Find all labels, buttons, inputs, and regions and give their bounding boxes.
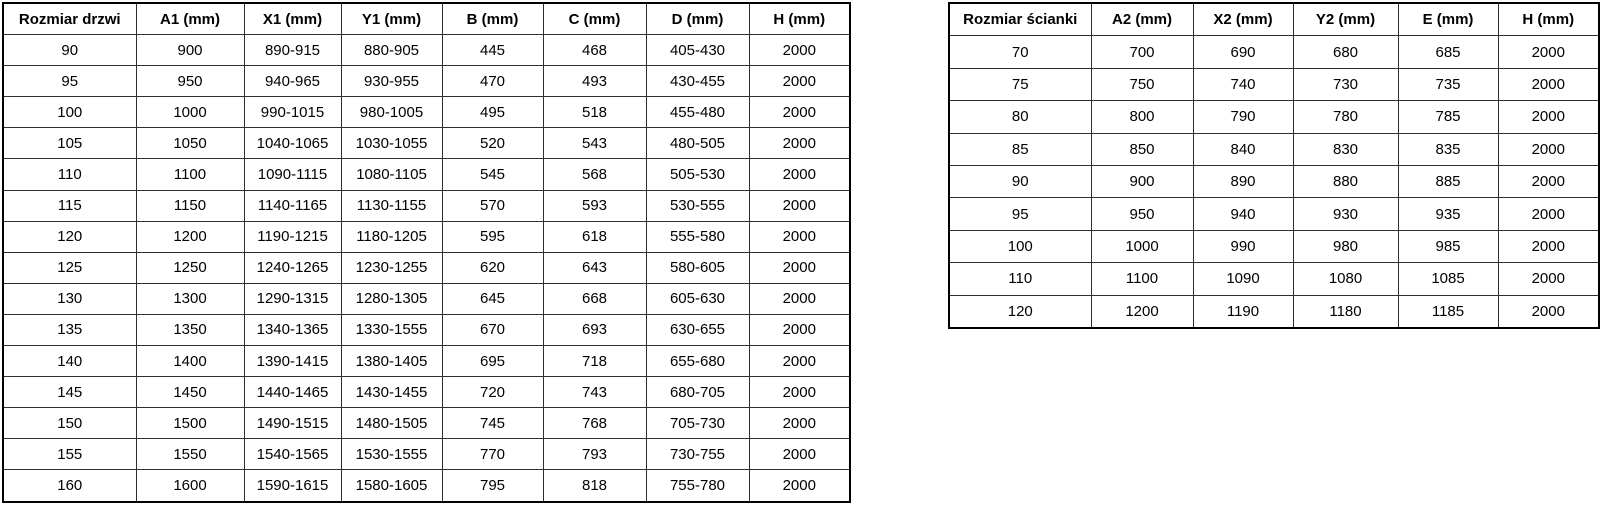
cell: 1600	[136, 470, 244, 502]
cell: 2000	[1498, 165, 1599, 197]
cell: 1280-1305	[341, 283, 442, 314]
cell: 520	[442, 128, 543, 159]
cell: 643	[543, 252, 646, 283]
cell: 145	[3, 377, 136, 408]
column-header: X1 (mm)	[244, 3, 341, 35]
cell: 840	[1193, 133, 1293, 165]
cell: 2000	[1498, 133, 1599, 165]
cell: 480-505	[646, 128, 749, 159]
cell: 545	[442, 159, 543, 190]
cell: 120	[3, 221, 136, 252]
column-header: Rozmiar drzwi	[3, 3, 136, 35]
cell: 1085	[1398, 263, 1498, 295]
column-header: D (mm)	[646, 3, 749, 35]
table-row	[3, 66, 850, 97]
column-header: E (mm)	[1398, 3, 1498, 36]
cell: 110	[949, 263, 1091, 295]
table-row	[3, 408, 850, 439]
cell: 135	[3, 314, 136, 345]
table-row	[3, 314, 850, 345]
cell: 755-780	[646, 470, 749, 502]
table-row	[3, 35, 850, 66]
cell: 830	[1293, 133, 1398, 165]
cell: 80	[949, 101, 1091, 133]
cell: 445	[442, 35, 543, 66]
cell: 850	[1091, 133, 1193, 165]
cell: 880	[1293, 165, 1398, 197]
cell: 1080	[1293, 263, 1398, 295]
cell: 1500	[136, 408, 244, 439]
cell: 2000	[1498, 198, 1599, 230]
cell: 1190-1215	[244, 221, 341, 252]
cell: 885	[1398, 165, 1498, 197]
cell: 695	[442, 346, 543, 377]
cell: 2000	[1498, 68, 1599, 100]
table-row	[3, 190, 850, 221]
cell: 985	[1398, 230, 1498, 262]
cell: 1190	[1193, 295, 1293, 328]
door-table-body	[3, 35, 850, 502]
cell: 555-580	[646, 221, 749, 252]
table-row	[949, 133, 1599, 165]
column-header: A1 (mm)	[136, 3, 244, 35]
table-row	[949, 165, 1599, 197]
cell: 2000	[749, 190, 850, 221]
cell: 1090	[1193, 263, 1293, 295]
cell: 1090-1115	[244, 159, 341, 190]
cell: 2000	[749, 346, 850, 377]
cell: 1180	[1293, 295, 1398, 328]
cell: 900	[136, 35, 244, 66]
cell: 930-955	[341, 66, 442, 97]
cell: 940-965	[244, 66, 341, 97]
cell: 793	[543, 439, 646, 470]
table-row	[949, 230, 1599, 262]
cell: 75	[949, 68, 1091, 100]
cell: 980	[1293, 230, 1398, 262]
cell: 1000	[1091, 230, 1193, 262]
table-row	[949, 36, 1599, 68]
column-header: H (mm)	[749, 3, 850, 35]
cell: 505-530	[646, 159, 749, 190]
cell: 2000	[1498, 101, 1599, 133]
cell: 120	[949, 295, 1091, 328]
table-row	[949, 263, 1599, 295]
table-row	[949, 68, 1599, 100]
cell: 2000	[749, 97, 850, 128]
table-row	[949, 101, 1599, 133]
table-row	[3, 377, 850, 408]
cell: 655-680	[646, 346, 749, 377]
table-row	[3, 221, 850, 252]
cell: 1290-1315	[244, 283, 341, 314]
cell: 950	[136, 66, 244, 97]
cell: 1100	[1091, 263, 1193, 295]
cell: 2000	[749, 221, 850, 252]
wall-table-header-row	[949, 3, 1599, 36]
column-header: A2 (mm)	[1091, 3, 1193, 36]
cell: 705-730	[646, 408, 749, 439]
table-row	[3, 283, 850, 314]
cell: 1300	[136, 283, 244, 314]
cell: 730	[1293, 68, 1398, 100]
cell: 568	[543, 159, 646, 190]
cell: 770	[442, 439, 543, 470]
cell: 95	[949, 198, 1091, 230]
cell: 2000	[749, 159, 850, 190]
cell: 718	[543, 346, 646, 377]
cell: 155	[3, 439, 136, 470]
cell: 618	[543, 221, 646, 252]
cell: 980-1005	[341, 97, 442, 128]
cell: 790	[1193, 101, 1293, 133]
cell: 1480-1505	[341, 408, 442, 439]
table-row	[949, 198, 1599, 230]
column-header: Y2 (mm)	[1293, 3, 1398, 36]
cell: 1340-1365	[244, 314, 341, 345]
cell: 1330-1555	[341, 314, 442, 345]
table-row	[3, 346, 850, 377]
cell: 1380-1405	[341, 346, 442, 377]
cell: 1580-1605	[341, 470, 442, 502]
cell: 720	[442, 377, 543, 408]
cell: 115	[3, 190, 136, 221]
cell: 735	[1398, 68, 1498, 100]
cell: 1130-1155	[341, 190, 442, 221]
cell: 1000	[136, 97, 244, 128]
cell: 470	[442, 66, 543, 97]
cell: 800	[1091, 101, 1193, 133]
cell: 95	[3, 66, 136, 97]
cell: 1540-1565	[244, 439, 341, 470]
cell: 1250	[136, 252, 244, 283]
cell: 493	[543, 66, 646, 97]
cell: 1185	[1398, 295, 1498, 328]
cell: 543	[543, 128, 646, 159]
cell: 785	[1398, 101, 1498, 133]
cell: 2000	[749, 66, 850, 97]
cell: 1140-1165	[244, 190, 341, 221]
cell: 2000	[749, 128, 850, 159]
table-row	[3, 439, 850, 470]
cell: 593	[543, 190, 646, 221]
table-row	[949, 295, 1599, 328]
table-row	[3, 97, 850, 128]
cell: 680-705	[646, 377, 749, 408]
cell: 70	[949, 36, 1091, 68]
cell: 2000	[749, 35, 850, 66]
cell: 1440-1465	[244, 377, 341, 408]
cell: 160	[3, 470, 136, 502]
cell: 890	[1193, 165, 1293, 197]
cell: 2000	[749, 283, 850, 314]
cell: 795	[442, 470, 543, 502]
cell: 818	[543, 470, 646, 502]
cell: 1390-1415	[244, 346, 341, 377]
cell: 580-605	[646, 252, 749, 283]
cell: 2000	[749, 314, 850, 345]
cell: 1180-1205	[341, 221, 442, 252]
cell: 930	[1293, 198, 1398, 230]
cell: 2000	[1498, 263, 1599, 295]
cell: 140	[3, 346, 136, 377]
cell: 85	[949, 133, 1091, 165]
cell: 595	[442, 221, 543, 252]
cell: 468	[543, 35, 646, 66]
cell: 645	[442, 283, 543, 314]
cell: 150	[3, 408, 136, 439]
cell: 685	[1398, 36, 1498, 68]
cell: 90	[949, 165, 1091, 197]
cell: 105	[3, 128, 136, 159]
cell: 100	[949, 230, 1091, 262]
cell: 1050	[136, 128, 244, 159]
cell: 745	[442, 408, 543, 439]
cell: 2000	[749, 377, 850, 408]
cell: 1400	[136, 346, 244, 377]
cell: 780	[1293, 101, 1398, 133]
cell: 1080-1105	[341, 159, 442, 190]
cell: 2000	[749, 470, 850, 502]
cell: 700	[1091, 36, 1193, 68]
cell: 730-755	[646, 439, 749, 470]
cell: 2000	[749, 408, 850, 439]
cell: 100	[3, 97, 136, 128]
cell: 2000	[1498, 36, 1599, 68]
cell: 900	[1091, 165, 1193, 197]
door-size-table	[2, 2, 851, 503]
column-header: B (mm)	[442, 3, 543, 35]
cell: 2000	[749, 439, 850, 470]
cell: 690	[1193, 36, 1293, 68]
cell: 940	[1193, 198, 1293, 230]
cell: 1100	[136, 159, 244, 190]
cell: 518	[543, 97, 646, 128]
cell: 935	[1398, 198, 1498, 230]
cell: 990-1015	[244, 97, 341, 128]
cell: 1490-1515	[244, 408, 341, 439]
cell: 2000	[1498, 295, 1599, 328]
cell: 670	[442, 314, 543, 345]
cell: 430-455	[646, 66, 749, 97]
cell: 768	[543, 408, 646, 439]
column-header: C (mm)	[543, 3, 646, 35]
cell: 455-480	[646, 97, 749, 128]
cell: 1030-1055	[341, 128, 442, 159]
cell: 835	[1398, 133, 1498, 165]
cell: 110	[3, 159, 136, 190]
door-table-header-row	[3, 3, 850, 35]
cell: 1230-1255	[341, 252, 442, 283]
cell: 680	[1293, 36, 1398, 68]
cell: 90	[3, 35, 136, 66]
cell: 405-430	[646, 35, 749, 66]
column-header: H (mm)	[1498, 3, 1599, 36]
cell: 2000	[749, 252, 850, 283]
cell: 1040-1065	[244, 128, 341, 159]
column-header: X2 (mm)	[1193, 3, 1293, 36]
cell: 990	[1193, 230, 1293, 262]
cell: 1590-1615	[244, 470, 341, 502]
cell: 1150	[136, 190, 244, 221]
cell: 125	[3, 252, 136, 283]
cell: 950	[1091, 198, 1193, 230]
cell: 570	[442, 190, 543, 221]
column-header: Y1 (mm)	[341, 3, 442, 35]
cell: 1430-1455	[341, 377, 442, 408]
cell: 1450	[136, 377, 244, 408]
wall-table-body	[949, 36, 1599, 328]
cell: 1530-1555	[341, 439, 442, 470]
cell: 750	[1091, 68, 1193, 100]
column-header: Rozmiar ścianki	[949, 3, 1091, 36]
cell: 693	[543, 314, 646, 345]
cell: 1350	[136, 314, 244, 345]
cell: 668	[543, 283, 646, 314]
cell: 495	[442, 97, 543, 128]
table-row	[3, 159, 850, 190]
wall-size-table	[948, 2, 1600, 329]
table-row	[3, 252, 850, 283]
cell: 1240-1265	[244, 252, 341, 283]
cell: 1200	[1091, 295, 1193, 328]
table-row	[3, 470, 850, 502]
cell: 890-915	[244, 35, 341, 66]
cell: 630-655	[646, 314, 749, 345]
cell: 530-555	[646, 190, 749, 221]
cell: 740	[1193, 68, 1293, 100]
cell: 743	[543, 377, 646, 408]
cell: 605-630	[646, 283, 749, 314]
cell: 2000	[1498, 230, 1599, 262]
cell: 880-905	[341, 35, 442, 66]
cell: 620	[442, 252, 543, 283]
cell: 1550	[136, 439, 244, 470]
cell: 1200	[136, 221, 244, 252]
cell: 130	[3, 283, 136, 314]
table-row	[3, 128, 850, 159]
